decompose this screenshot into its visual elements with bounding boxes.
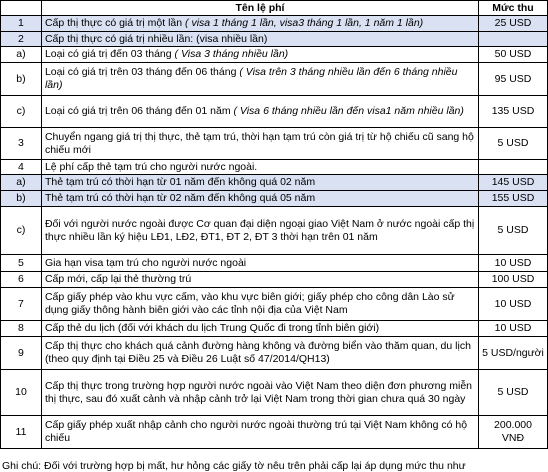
fee-amount: 10 USD <box>479 321 548 337</box>
fee-name: Gia hạn visa tạm trú cho người nước ngoài <box>44 256 247 269</box>
row-number: b) <box>1 63 42 96</box>
fee-name-cell <box>41 321 478 337</box>
table-row <box>1 160 548 175</box>
row-number: 3 <box>1 128 42 160</box>
table-row <box>1 321 548 337</box>
table-row <box>1 288 548 321</box>
row-number: 1 <box>1 16 42 32</box>
row-number: c) <box>1 207 42 255</box>
fee-name-cell <box>41 175 478 191</box>
fee-amount: 155 USD <box>479 191 548 207</box>
table-row <box>1 272 548 288</box>
row-number: 2 <box>1 32 42 47</box>
row-number: 8 <box>1 321 42 337</box>
fee-name: Cấp giấy phép xuất nhập cảnh cho người nước ngoài thường trú tại Việt Nam không có hộ chiếu <box>44 419 468 444</box>
fee-name: Cấp giấy phép vào khu vực cấm, vào khu vực biên giới; giấy phép cho công dân Lào sử dụng giấy thông hành biên giới vào các tỉnh nội địa của Việt Nam <box>44 291 455 316</box>
fee-name-cell <box>41 96 478 128</box>
row-number: 5 <box>1 255 42 272</box>
fee-name-cell <box>41 191 478 207</box>
fee-name: Đối với người nước ngoài được Cơ quan đại diện ngoại giao Việt Nam ở nước ngoài cấp thị thực nhiều lần ký hiệu LĐ1, LĐ2, ĐT1, ĐT 2, ĐT 3 thời hạn trên 01 năm <box>44 217 475 243</box>
row-number: c) <box>1 96 42 128</box>
fee-name-cell <box>41 128 478 160</box>
fee-amount: 50 USD <box>479 47 548 63</box>
fee-name-cell <box>41 416 478 449</box>
fee-name-cell <box>41 337 478 370</box>
fee-name: Cấp thị thực có giá trị một lần <box>44 17 183 29</box>
row-number: 4 <box>1 160 42 175</box>
fee-name: Chuyển ngang giá trị thị thực, thẻ tạm trú, thời hạn tạm trú còn giá trị từ hộ chiếu cũ sang hộ chiếu mới <box>44 130 474 156</box>
table-row <box>1 191 548 207</box>
fee-name: Cấp thị thực cho khách quá cảnh đường hàng không và đường biển vào thăm quan, du lịch (theo quy định tại Điều 25 và Điều 26 Luật số 47/2014/QH13) <box>44 340 471 365</box>
fee-amount <box>479 32 548 47</box>
row-number: b) <box>1 191 42 207</box>
fee-name-cell <box>41 63 478 96</box>
fee-name: Loại có giá trị đến 03 tháng <box>44 48 172 60</box>
fee-name-cell <box>41 47 478 63</box>
fee-name-cell <box>41 370 478 416</box>
fee-note: ( Visa trên 3 tháng nhiều lần đến 6 tháng nhiều lần) <box>44 66 458 91</box>
fee-amount: 95 USD <box>479 63 548 96</box>
fee-name: Lệ phí cấp thẻ tạm trú cho người nước ngoài. <box>44 160 258 173</box>
row-number: 7 <box>1 288 42 321</box>
row-number: 6 <box>1 272 42 288</box>
fee-name-cell <box>41 207 478 255</box>
table-row <box>1 32 548 47</box>
fee-note: ( visa 1 tháng 1 lần, visa3 tháng 1 lần, 1 năm 1 lần) <box>182 17 424 29</box>
fee-amount: 5 USD <box>479 207 548 255</box>
row-number: 9 <box>1 337 42 370</box>
row-number: 11 <box>1 416 42 449</box>
fee-amount: 5 USD/người <box>479 337 548 370</box>
table-row <box>1 207 548 255</box>
table-row <box>1 255 548 272</box>
fee-name: Thẻ tạm trú có thời hạn từ 02 năm đến không quá 05 năm <box>44 192 316 204</box>
table-row <box>1 63 548 96</box>
fee-amount: 25 USD <box>479 16 548 32</box>
fee-name-cell <box>41 272 478 288</box>
fee-amount: 5 USD <box>479 370 548 416</box>
fee-amount: 145 USD <box>479 175 548 191</box>
name-column-header: Tên lệ phí <box>41 1 478 16</box>
fee-name: Thẻ tạm trú có thời hạn từ 01 năm đến không quá 02 năm <box>44 176 316 188</box>
fee-name-cell <box>41 16 478 32</box>
row-number: a) <box>1 175 42 191</box>
fee-name: Loại có giá trị trên 06 tháng đến 01 năm <box>44 105 231 117</box>
table-row <box>1 370 548 416</box>
fee-amount <box>479 160 548 175</box>
fee-name: Cấp mới, cấp lại thẻ thường trú <box>44 273 192 285</box>
fee-amount: 10 USD <box>479 288 548 321</box>
fee-amount: 100 USD <box>479 272 548 288</box>
table-row <box>1 47 548 63</box>
table-row <box>1 96 548 128</box>
table-row <box>1 16 548 32</box>
no-column-header <box>1 1 42 16</box>
table-row <box>1 175 548 191</box>
fee-name-cell <box>41 32 478 47</box>
fee-amount: 200.000 VNĐ <box>479 416 548 449</box>
table-header-row <box>1 1 548 16</box>
fee-amount: 5 USD <box>479 128 548 160</box>
fee-name: Cấp thẻ du lịch (đối với khách du lịch Trung Quốc đi trong tỉnh biên giới) <box>44 322 380 334</box>
fee-note: ( Visa 3 tháng nhiều lần) <box>171 48 289 60</box>
fee-note: ( Visa 6 tháng nhiều lần đến visa1 năm nhiều lần) <box>230 105 464 117</box>
row-number: 10 <box>1 370 42 416</box>
fee-amount: 135 USD <box>479 96 548 128</box>
table-row <box>1 337 548 370</box>
fee-amount: 10 USD <box>479 255 548 272</box>
fee-name-cell <box>41 288 478 321</box>
footnote: Ghi chú: Đối với trường hợp bị mất, hư hỏng các giấy tờ nêu trên phải cấp lại áp dụng mức thu như <box>2 460 466 472</box>
fee-name: Loại có giá trị trên 03 tháng đến 06 tháng <box>44 66 237 78</box>
fee-column-header: Mức thu <box>479 1 548 16</box>
fee-name: Cấp thị thực trong trường hợp người nước ngoài vào Việt Nam theo diện đơn phương miễn thị thực, sau đó xuất cảnh và nhập cảnh trở lại Việt Nam trong thời gian chưa quá 30 ngày <box>44 379 473 405</box>
fee-name: Cấp thị thực có giá trị nhiều lần: (visa nhiều lần) <box>44 32 268 45</box>
table-row <box>1 128 548 160</box>
fee-name-cell <box>41 255 478 272</box>
table-row <box>1 416 548 449</box>
row-number: a) <box>1 47 42 63</box>
fee-name-cell <box>41 160 478 175</box>
